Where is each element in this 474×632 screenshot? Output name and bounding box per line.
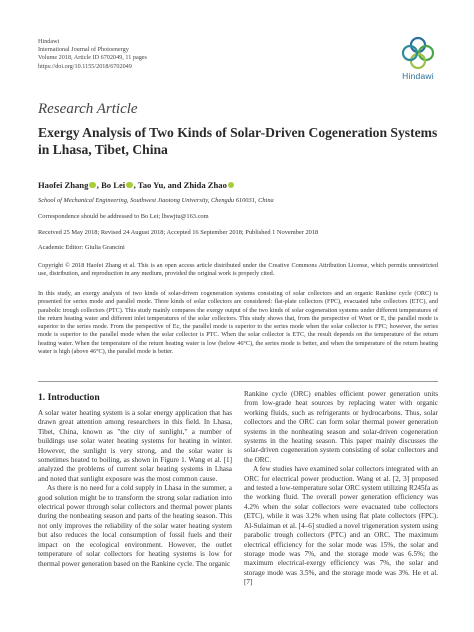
affiliation: School of Mechanical Engineering, Southwest Jiaotong University, Chengdu 610031, China (38, 197, 274, 204)
logo-brand-text: Hindawi (402, 71, 434, 81)
publication-dates: Received 25 May 2018; Revised 24 August 2018; Accepted 16 September 2018; Published 1 November 2018 (38, 229, 319, 236)
volume-line: Volume 2018, Article ID 6702049, 11 pages (38, 54, 147, 62)
body-column-left (38, 409, 232, 569)
journal-name: International Journal of Photoenergy (38, 46, 129, 54)
body-paragraph: Rankine cycle (ORC) enables efficient power generation units from low-grade heat sources by replacing water with organic working fluids, such as refrigerants or hydrocarbons. Thus, solar collectors and the ORC can form solar thermal power generation systems in the nonheating season and solar-driven cogeneration systems in the heating season. This paper mainly discusses the solar-driven cogeneration system consisting of solar collectors and the ORC. (244, 390, 438, 464)
copyright-notice: Copyright © 2018 Haofei Zhang et al. This is an open access article distributed under the Creative Commons Attribution License, which permits unrestricted use, distribution, and reproduction in any medium, provided the original work is properly cited. (38, 262, 438, 278)
author-name[interactable]: Zhida Zhao (183, 180, 227, 190)
publisher-name: Hindawi (38, 38, 60, 45)
author-name[interactable]: Bo Lei (101, 180, 126, 190)
author-name[interactable]: Haofei Zhang (38, 180, 89, 190)
section-divider (38, 381, 438, 382)
author-list: Haofei Zhang , Bo Lei , Tao Yu, and Zhida Zhao (38, 180, 235, 190)
orcid-icon[interactable] (126, 182, 132, 188)
abstract: In this study, an exergy analysis of two kinds of solar-driven cogeneration systems consisting of solar collectors and an organic Rankine cycle (ORC) is presented for series mode and parallel mode. Three kinds of solar collectors are considered: flat-plate collectors (FPC), evacuated tube collectors (ETC), and parabolic trough collectors (PTC). This study mainly compares the exergy output of the two kinds of solar cogeneration systems under different temperatures of the return heating water and different inlet temperatures of the solar collectors. This study shows that, from the perspective of Wnet or E, the parallel mode is superior to the series mode. From the perspective of Ec, the parallel mode is superior to the series mode when the solar collector is FPC; however, the series mode is superior to the parallel mode when the solar collector is PTC. When the solar collector is ETC, the result depends on the temperature of the return heating water. When the temperature of the return heating water is low (below 46°C), the series mode is better, and when the temperature of the return heating water is high (above 46°C), the parallel mode is better. (38, 290, 438, 356)
hindawi-logo (395, 36, 441, 88)
body-paragraph: As there is no need for a cold supply in Lhasa in the summer, a good solution might be to transform the strong solar radiation into electrical power through solar collectors and thermal power plants during the nonheating season and parts of the heating season. This not only improves the reliability of the solar water heating system but also reduces the local consumption of fossil fuels and their impact on the ecological environment. However, the outlet temperature of solar collectors for heating systems is low for thermal power generation based on the Rankine cycle. The organic (38, 484, 232, 568)
orcid-icon[interactable] (89, 182, 95, 188)
article-title: Exergy Analysis of Two Kinds of Solar-Driven Cogeneration Systems in Lhasa, Tibet, China (38, 125, 438, 157)
journal-header (38, 38, 147, 71)
academic-editor: Academic Editor: Giulia Grancini (38, 244, 125, 251)
author-name[interactable]: Tao Yu (137, 180, 164, 190)
section-heading: 1. Introduction (38, 392, 100, 403)
body-paragraph: A solar water heating system is a solar energy application that has drawn great attention among researchers in this field. In Lhasa, Tibet, China, known as "the city of sunlight," a number of buildings use solar water heating systems for heating in winter. However, the sunlight is very strong, and the solar water is sometimes heated to boiling, as shown in Figure 1. Wang et al. [1] analyzed the problems of current solar heating systems in Lhasa and noted that sunlight exposure was the most common cause. (38, 409, 232, 483)
body-column-right (244, 390, 438, 588)
doi-link[interactable]: https://doi.org/10.1155/2018/6702049 (38, 62, 132, 70)
correspondence: Correspondence should be addressed to Bo Lei; lbswjtu@163.com (38, 213, 209, 220)
orcid-icon[interactable] (228, 182, 234, 188)
article-type: Research Article (38, 101, 138, 117)
body-paragraph: A few studies have examined solar collectors integrated with an ORC for electrical power production. Wang et al. [2, 3] proposed and tested a low-temperature solar ORC system utilizing R245fa as the working fluid. The overall power generation efficiency was 4.2% when the solar collectors were evacuated tube collectors (ETC), while it was 3.2% when using flat plate collectors (FPC). Al-Sulaiman et al. [4–6] studied a novel trigeneration system using parabolic trough collectors (PTC) and an ORC. The maximum electrical efficiency for the solar mode was 15%, the solar and storage mode was 7%, and the storage mode was 6.5%; the maximum electrical-exergy efficiency was 7%, the solar and storage mode was 3.5%, and the storage mode was 3%. He et al. [7] (244, 465, 438, 587)
hindawi-logo-icon (401, 36, 435, 70)
